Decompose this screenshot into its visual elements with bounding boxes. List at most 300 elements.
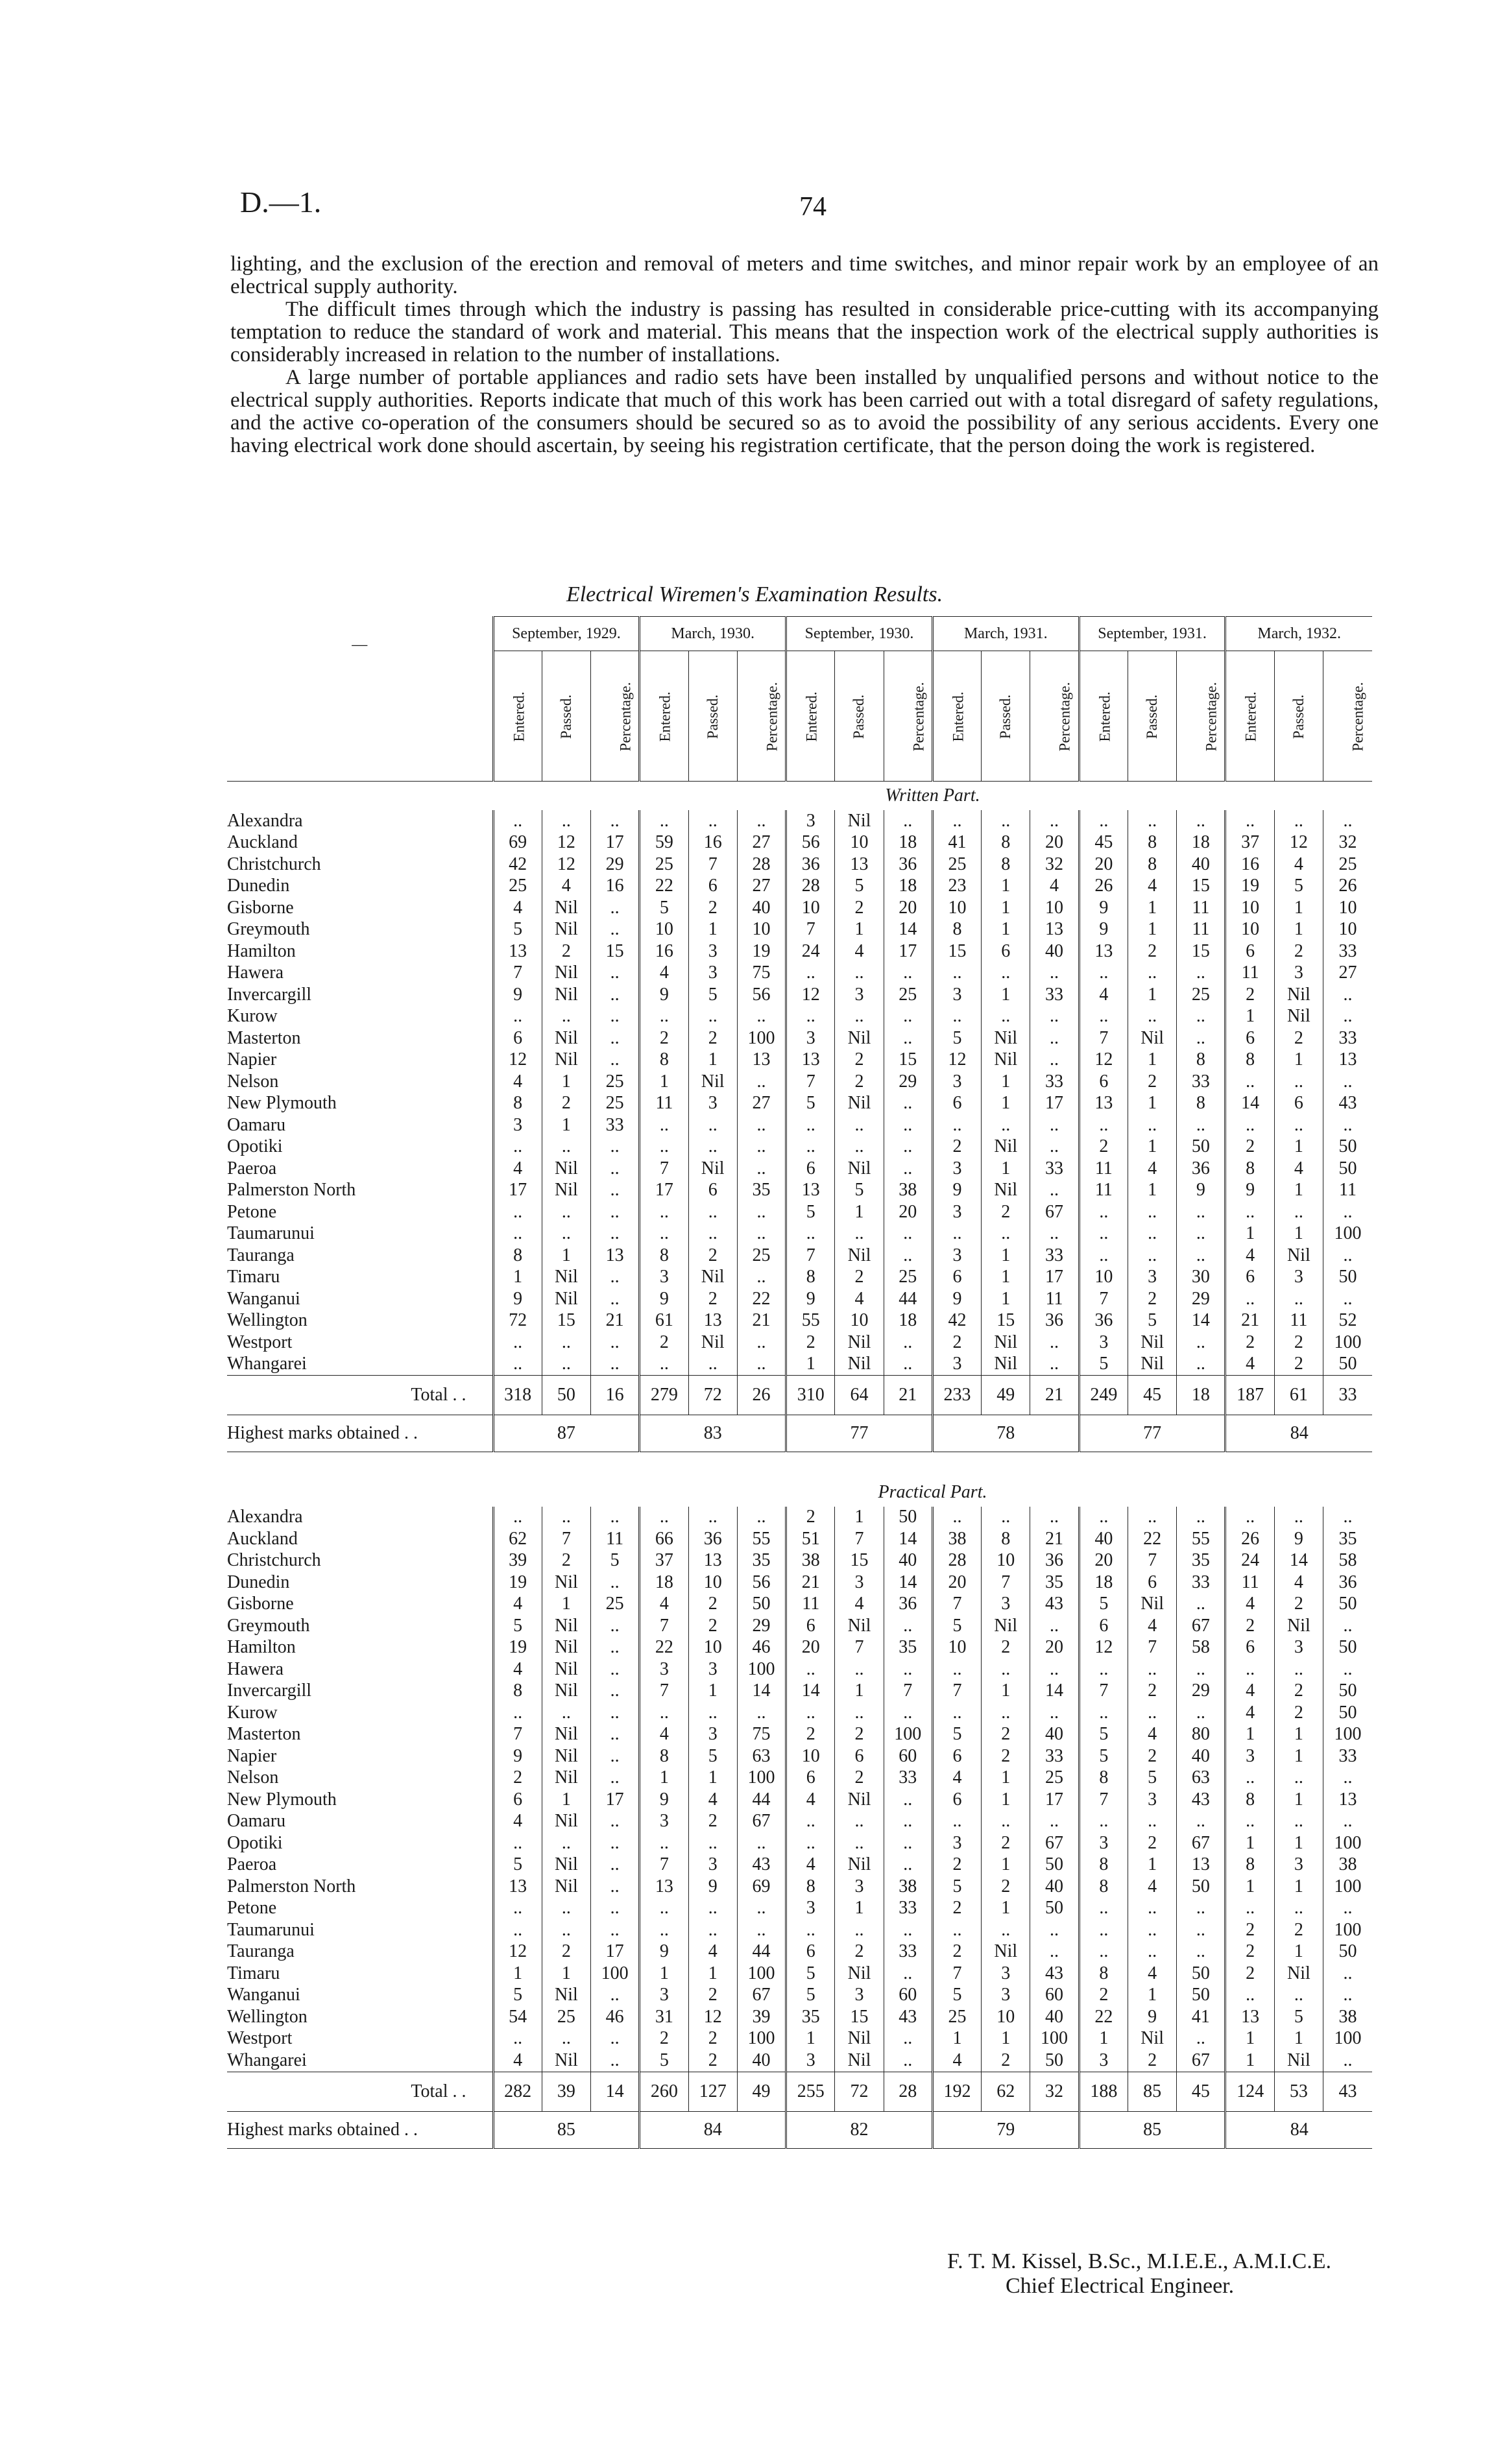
table-cell: 4 (1079, 984, 1128, 1006)
table-cell: Nil (542, 1681, 590, 1703)
table-cell: .. (1323, 2050, 1372, 2072)
table-cell: 2 (688, 1985, 737, 2007)
table-cell: 33 (1030, 1071, 1079, 1093)
column-subheader-label: Passed. (997, 694, 1014, 739)
column-subheader (932, 651, 981, 782)
table-cell: 100 (737, 1027, 786, 1049)
table-cell: .. (1177, 963, 1225, 985)
table-cell: 6 (786, 1158, 835, 1180)
table-cell: 5 (493, 1854, 542, 1876)
row-label: Greymouth (227, 1615, 310, 1636)
table-cell: 10 (932, 897, 981, 919)
total-cell: 61 (1274, 1376, 1323, 1415)
table-cell: 4 (786, 1789, 835, 1811)
table-cell: .. (591, 1658, 640, 1681)
table-cell: 29 (737, 1615, 786, 1637)
table-cell: .. (737, 1702, 786, 1724)
table-cell: .. (1030, 1354, 1079, 1376)
table-row (227, 1941, 1372, 1963)
table-cell: 5 (786, 1985, 835, 2007)
table-row (227, 1136, 1372, 1158)
table-cell: 20 (932, 1572, 981, 1594)
row-label: Kurow (227, 1006, 278, 1027)
table-cell: 100 (1323, 1724, 1372, 1746)
table-cell: 10 (1225, 897, 1274, 919)
table-cell: 11 (1323, 1180, 1372, 1202)
table-cell: 100 (1323, 1332, 1372, 1354)
total-cell: 62 (982, 2072, 1030, 2111)
table-cell: 3 (1128, 1789, 1176, 1811)
table-cell: .. (737, 1158, 786, 1180)
table-cell: 20 (884, 1201, 932, 1223)
table-cell: .. (737, 1223, 786, 1245)
column-subheader (982, 651, 1030, 782)
table-cell: .. (982, 1702, 1030, 1724)
table-cell: .. (786, 1136, 835, 1158)
table-cell: .. (1177, 810, 1225, 832)
table-cell: .. (1177, 1702, 1225, 1724)
table-cell: .. (1323, 1811, 1372, 1833)
table-cell: 43 (737, 1854, 786, 1876)
table-cell: 3 (1079, 2050, 1128, 2072)
table-cell: 8 (1225, 1158, 1274, 1180)
table-cell: 17 (884, 940, 932, 963)
table-cell: 13 (786, 1049, 835, 1071)
table-cell: 4 (1225, 1245, 1274, 1267)
table-cell: 4 (1128, 876, 1176, 898)
row-label: Wellington (227, 2006, 308, 2027)
table-cell: .. (688, 1354, 737, 1376)
table-cell: 2 (1274, 1919, 1323, 1941)
table-cell: 11 (786, 1594, 835, 1616)
table-cell: .. (884, 2050, 932, 2072)
table-cell: .. (982, 1223, 1030, 1245)
table-cell: 1 (1274, 1832, 1323, 1854)
table-cell: .. (737, 1267, 786, 1289)
row-label: New Plymouth (227, 1789, 337, 1810)
table-cell: 2 (1225, 1941, 1274, 1963)
part-spacer (227, 2148, 1372, 2174)
table-cell: 41 (1177, 2006, 1225, 2028)
table-cell: 50 (1177, 1963, 1225, 1985)
table-row (227, 1898, 1372, 1920)
table-cell: .. (1128, 1114, 1176, 1136)
column-subheader (1128, 651, 1176, 782)
table-row (227, 1071, 1372, 1093)
table-cell: 2 (1128, 1832, 1176, 1854)
table-cell: 2 (1225, 1615, 1274, 1637)
table-cell: 38 (884, 1876, 932, 1898)
table-cell: .. (1177, 1594, 1225, 1616)
table-cell: .. (542, 810, 590, 832)
total-cell: 33 (1323, 1376, 1372, 1415)
table-cell: 33 (1030, 1158, 1079, 1180)
table-cell: 5 (640, 897, 688, 919)
table-cell: 33 (1030, 1245, 1079, 1267)
table-cell: 2 (542, 1093, 590, 1115)
table-cell: .. (542, 1702, 590, 1724)
total-cell: 279 (640, 1376, 688, 1415)
table-cell: 100 (1323, 1919, 1372, 1941)
table-cell: .. (1225, 1071, 1274, 1093)
table-cell: Nil (688, 1071, 737, 1093)
table-cell: 2 (1128, 1745, 1176, 1767)
table-cell: .. (591, 1572, 640, 1594)
table-caption: Electrical Wiremen's Examination Results. (566, 582, 943, 606)
table-cell: 8 (493, 1093, 542, 1115)
table-cell: 43 (884, 2006, 932, 2028)
table-cell: 3 (1128, 1267, 1176, 1289)
table-cell: 31 (640, 2006, 688, 2028)
table-cell: 8 (1079, 1854, 1128, 1876)
table-cell: 1 (1225, 1223, 1274, 1245)
table-cell: 7 (1079, 1789, 1128, 1811)
table-cell: 2 (982, 2050, 1030, 2072)
table-cell: 1 (640, 1963, 688, 1985)
period-header: March, 1931. (932, 617, 1079, 651)
table-cell: 11 (1079, 1158, 1128, 1180)
table-cell: .. (932, 810, 981, 832)
table-cell: 7 (493, 1724, 542, 1746)
table-cell: .. (1274, 1114, 1323, 1136)
table-cell: 12 (932, 1049, 981, 1071)
table-cell: .. (493, 1898, 542, 1920)
table-cell: Nil (1274, 1006, 1323, 1028)
total-cell: 39 (542, 2072, 590, 2111)
table-cell: 3 (786, 810, 835, 832)
total-cell: 32 (1030, 2072, 1079, 2111)
table-cell: .. (1274, 1288, 1323, 1310)
period-header: September, 1930. (786, 617, 933, 651)
table-cell: .. (493, 1223, 542, 1245)
table-cell: 32 (1030, 854, 1079, 876)
table-cell: 4 (493, 1158, 542, 1180)
table-cell: Nil (835, 2028, 884, 2050)
table-cell: .. (1177, 1332, 1225, 1354)
row-label: Opotiki (227, 1832, 283, 1853)
table-cell: 5 (493, 1615, 542, 1637)
table-cell: .. (1079, 1245, 1128, 1267)
table-cell: 5 (786, 1963, 835, 1985)
table-cell: 5 (786, 1093, 835, 1115)
table-cell: 15 (1177, 876, 1225, 898)
row-label: Invercargill (227, 1681, 312, 1701)
table-cell: .. (1323, 1201, 1372, 1223)
table-cell: 1 (786, 2028, 835, 2050)
table-cell: 41 (932, 832, 981, 854)
table-cell: .. (542, 1832, 590, 1854)
table-cell: 4 (688, 1941, 737, 1963)
total-cell: 188 (1079, 2072, 1128, 2111)
table-cell: .. (786, 1006, 835, 1028)
table-cell: 9 (640, 1941, 688, 1963)
table-cell: .. (542, 1201, 590, 1223)
table-cell: 1 (835, 1681, 884, 1703)
table-cell: 13 (1177, 1854, 1225, 1876)
paragraph: The difficult times through which the industry is passing has resulted in considerable price-cutting with its accompanying temptation to reduce the standard of work and material. This means that the inspection work of the electrical supply authorities is considerably increased in relation to the number of installations. (230, 298, 1379, 366)
row-label: Wanganui (227, 1288, 300, 1309)
table-cell: 25 (932, 854, 981, 876)
table-cell: .. (884, 1963, 932, 1985)
total-cell: 45 (1128, 1376, 1176, 1415)
table-cell: Nil (1274, 2050, 1323, 2072)
table-cell: .. (884, 1093, 932, 1115)
table-cell: 25 (493, 876, 542, 898)
table-cell: 59 (640, 832, 688, 854)
table-cell: 1 (982, 897, 1030, 919)
table-cell: .. (1030, 1136, 1079, 1158)
table-cell: Nil (835, 1245, 884, 1267)
table-cell: 25 (884, 1267, 932, 1289)
table-cell: 55 (786, 1310, 835, 1332)
table-cell: 1 (1274, 1941, 1323, 1963)
row-label: Westport (227, 1332, 293, 1352)
column-subheader-label: Entered. (657, 691, 673, 742)
table-cell: 50 (737, 1594, 786, 1616)
total-cell: 18 (1177, 1376, 1225, 1415)
table-cell: 2 (1079, 1985, 1128, 2007)
table-row (227, 1223, 1372, 1245)
table-cell: 13 (1079, 940, 1128, 963)
table-cell: Nil (688, 1267, 737, 1289)
row-label: Petone (227, 1898, 277, 1919)
table-cell: 2 (835, 1267, 884, 1289)
table-cell: 2 (640, 2028, 688, 2050)
table-row (227, 1615, 1372, 1637)
table-cell: 40 (1177, 1745, 1225, 1767)
table-cell: Nil (542, 1267, 590, 1289)
table-cell: 1 (1128, 1049, 1176, 1071)
table-cell: .. (1128, 1201, 1176, 1223)
table-cell: 38 (786, 1550, 835, 1572)
period-header: March, 1932. (1225, 617, 1372, 651)
table-cell: Nil (1274, 1615, 1323, 1637)
table-cell: 43 (1030, 1594, 1079, 1616)
table-cell: 3 (835, 984, 884, 1006)
table-cell: Nil (542, 1288, 590, 1310)
table-cell: 67 (1177, 1832, 1225, 1854)
table-cell: Nil (982, 1615, 1030, 1637)
table-cell: 15 (932, 940, 981, 963)
table-cell: 7 (835, 1528, 884, 1550)
table-cell: 15 (591, 940, 640, 963)
table-cell: 3 (640, 1267, 688, 1289)
row-label: Tauranga (227, 1941, 295, 1962)
table-cell: 10 (688, 1572, 737, 1594)
table-cell: 7 (982, 1572, 1030, 1594)
table-cell: 25 (542, 2006, 590, 2028)
table-cell: 3 (640, 1985, 688, 2007)
table-cell: 42 (932, 1310, 981, 1332)
table-cell: 14 (1177, 1310, 1225, 1332)
table-cell: 1 (640, 1767, 688, 1789)
table-cell: .. (1323, 1006, 1372, 1028)
table-cell: 2 (493, 1767, 542, 1789)
table-cell: .. (591, 897, 640, 919)
table-cell: 7 (786, 1245, 835, 1267)
total-cell: 14 (591, 2072, 640, 2111)
table-cell: .. (591, 1615, 640, 1637)
table-cell: Nil (542, 2050, 590, 2072)
table-cell: 35 (786, 2006, 835, 2028)
table-cell: 3 (786, 1898, 835, 1920)
table-cell: 60 (884, 1985, 932, 2007)
table-cell: 9 (1274, 1528, 1323, 1550)
table-cell: .. (786, 1658, 835, 1681)
table-cell: 8 (493, 1245, 542, 1267)
table-cell: 1 (982, 919, 1030, 941)
table-cell: 2 (1274, 1702, 1323, 1724)
table-cell: 9 (1225, 1180, 1274, 1202)
table-cell: 11 (1177, 919, 1225, 941)
table-cell: 2 (786, 1507, 835, 1529)
table-cell: .. (1323, 1114, 1372, 1136)
table-cell: 36 (1030, 1550, 1079, 1572)
table-cell: 1 (688, 1681, 737, 1703)
table-cell: 7 (1079, 1681, 1128, 1703)
part-spacer (227, 1452, 1372, 1478)
table-cell: 29 (884, 1071, 932, 1093)
table-cell: 4 (786, 1854, 835, 1876)
table-cell: .. (493, 1919, 542, 1941)
table-cell: 10 (835, 1310, 884, 1332)
table-cell: 4 (835, 1288, 884, 1310)
table-cell: 7 (640, 1681, 688, 1703)
table-cell: .. (1079, 1919, 1128, 1941)
table-cell: 17 (1030, 1093, 1079, 1115)
row-label: Nelson (227, 1071, 279, 1092)
table-cell: 6 (1225, 1637, 1274, 1659)
table-row (227, 832, 1372, 854)
table-cell: 2 (640, 1027, 688, 1049)
table-cell: 13 (737, 1049, 786, 1071)
row-label: Paeroa (227, 1158, 277, 1178)
table-cell: Nil (1274, 1245, 1323, 1267)
table-cell: 25 (884, 984, 932, 1006)
table-row (227, 984, 1372, 1006)
table-cell: 10 (786, 1745, 835, 1767)
table-cell: .. (1177, 1027, 1225, 1049)
table-cell: 18 (1079, 1572, 1128, 1594)
table-cell: .. (884, 1354, 932, 1376)
table-cell: 22 (640, 1637, 688, 1659)
highest-marks-cell: 83 (640, 1415, 786, 1452)
table-cell: .. (640, 1223, 688, 1245)
table-cell: 66 (640, 1528, 688, 1550)
table-cell: 1 (1225, 2028, 1274, 2050)
table-cell: .. (1323, 1071, 1372, 1093)
table-cell: 20 (786, 1637, 835, 1659)
table-cell: 38 (932, 1528, 981, 1550)
table-row (227, 1027, 1372, 1049)
table-cell: 16 (1225, 854, 1274, 876)
table-cell: Nil (982, 1049, 1030, 1071)
row-label: Alexandra (227, 1507, 303, 1527)
row-label: Hawera (227, 1658, 284, 1679)
table-cell: 2 (688, 2028, 737, 2050)
table-cell: .. (1030, 963, 1079, 985)
table-cell: 35 (1177, 1550, 1225, 1572)
table-cell: 19 (493, 1572, 542, 1594)
table-cell: .. (1030, 1114, 1079, 1136)
table-cell: .. (1323, 1507, 1372, 1529)
table-cell: 40 (1030, 2006, 1079, 2028)
table-cell: .. (1323, 1963, 1372, 1985)
table-cell: 23 (932, 876, 981, 898)
table-cell: 4 (1030, 876, 1079, 898)
table-cell: 37 (640, 1550, 688, 1572)
table-cell: .. (591, 1354, 640, 1376)
table-cell: 2 (1079, 1136, 1128, 1158)
table-row (227, 1919, 1372, 1941)
table-cell: 6 (1225, 1267, 1274, 1289)
table-cell: 1 (493, 1267, 542, 1289)
table-row (227, 854, 1372, 876)
table-cell: 22 (1128, 1528, 1176, 1550)
table-cell: .. (786, 1919, 835, 1941)
column-subheader-label: Entered. (1096, 691, 1113, 742)
table-cell: 5 (493, 1985, 542, 2007)
table-cell: 50 (1323, 1354, 1372, 1376)
table-cell: .. (786, 1223, 835, 1245)
table-cell: 1 (786, 1354, 835, 1376)
table-cell: .. (493, 1507, 542, 1529)
table-cell: 28 (932, 1550, 981, 1572)
table-cell: .. (1225, 1201, 1274, 1223)
table-cell: 1 (835, 1201, 884, 1223)
table-cell: 2 (688, 1027, 737, 1049)
table-cell: 5 (591, 1550, 640, 1572)
table-cell: 1 (1274, 1724, 1323, 1746)
table-cell: 8 (1225, 1789, 1274, 1811)
table-cell: 33 (1323, 940, 1372, 963)
table-cell: 3 (1274, 963, 1323, 985)
table-cell: .. (1030, 1049, 1079, 1071)
table-cell: 3 (1274, 1637, 1323, 1659)
row-label: Petone (227, 1201, 277, 1222)
table-cell: 28 (786, 876, 835, 898)
table-cell: .. (1030, 1223, 1079, 1245)
table-cell: 39 (493, 1550, 542, 1572)
table-cell: .. (1323, 1288, 1372, 1310)
table-cell: .. (1079, 1006, 1128, 1028)
table-cell: 56 (737, 1572, 786, 1594)
table-cell: .. (1128, 1507, 1176, 1529)
table-cell: 14 (884, 1528, 932, 1550)
table-cell: 26 (1079, 876, 1128, 898)
row-label: Masterton (227, 1724, 301, 1745)
table-row (227, 1681, 1372, 1703)
table-cell: 46 (591, 2006, 640, 2028)
table-cell: .. (1128, 1006, 1176, 1028)
table-cell: .. (1030, 1658, 1079, 1681)
table-cell: 2 (1225, 1136, 1274, 1158)
table-cell: 33 (1323, 1027, 1372, 1049)
table-cell: 2 (1128, 1071, 1176, 1093)
table-cell: Nil (835, 1963, 884, 1985)
table-cell: .. (1128, 1223, 1176, 1245)
table-cell: .. (1274, 1658, 1323, 1681)
table-cell: .. (640, 1919, 688, 1941)
table-cell: 1 (688, 1963, 737, 1985)
table-cell: 18 (884, 832, 932, 854)
table-cell: .. (884, 1114, 932, 1136)
table-cell: .. (932, 1006, 981, 1028)
row-label: Tauranga (227, 1245, 295, 1265)
table-cell: .. (640, 1354, 688, 1376)
table-cell: 40 (1030, 1876, 1079, 1898)
corner-dash: — (227, 617, 493, 782)
